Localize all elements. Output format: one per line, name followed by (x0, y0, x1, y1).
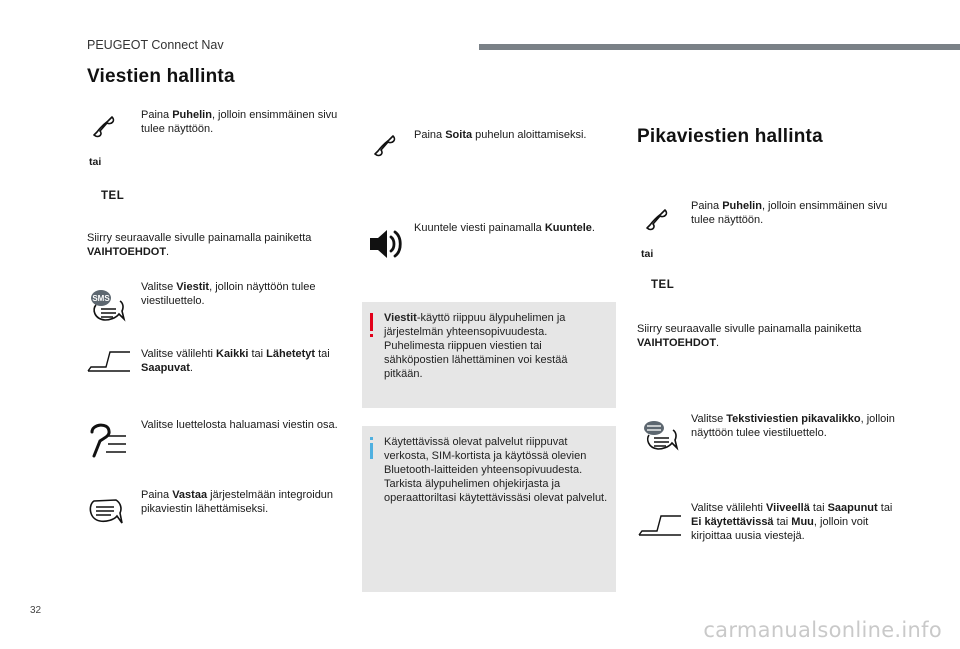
right-or-label: tai (641, 248, 654, 260)
step-go-next-page: Siirry seuraavalle sivulle painamalla painiketta VAIHTOEHDOT. (87, 232, 312, 258)
step-select-tab: Valitse välilehti Kaikki tai Lähetetyt tai Saapuvat. (141, 348, 330, 374)
warning-text: Viestit-käyttö riippuu älypuhelimen ja järjestelmän yhteensopivuudesta. Puhelimesta riippuen viestien tai sähköpostien lähettäminen voi kestää pitkään. (384, 312, 568, 380)
right-step-press-phone: Paina Puhelin, jolloin ensimmäinen sivu tulee näyttöön. (691, 200, 888, 226)
quick-message-icon (641, 420, 681, 452)
info-text: Käytettävissä olevat palvelut riippuvat verkosta, SIM-kortista ja käytössä olevien Bluetooth-laitteiden yhteensopivuudesta. Tarkista älypuhelimen ohjekirjasta ja operaattoriltasi käytettävissäsi olevat palvelut. (384, 436, 608, 504)
header-bar (479, 44, 960, 50)
reply-message-icon (88, 497, 124, 527)
tel-button-label: TEL (101, 190, 125, 202)
or-label: tai (89, 156, 102, 168)
right-tab-icon (638, 514, 682, 536)
heading-quick-message-management: Pikaviestien hallinta (637, 126, 823, 147)
right-step-select-tab: Valitse välilehti Viiveellä tai Saapunut tai Ei käytettävissä tai Muu, jolloin voit kirjoittaa uusia viestejä. (691, 502, 893, 542)
step-select-messages: Valitse Viestit, jolloin näyttöön tulee viestiluettelo. (141, 281, 316, 307)
page-number: 32 (30, 605, 42, 616)
step-press-call: Paina Soita puhelun aloittamiseksi. (414, 129, 587, 141)
heading-message-management: Viestien hallinta (87, 66, 235, 87)
sms-icon-label: SMS (92, 294, 110, 303)
phone-icon (89, 112, 119, 142)
step-listen-message: Kuuntele viesti painamalla Kuuntele. (414, 222, 595, 234)
step-press-phone: Paina Puhelin, jolloin ensimmäinen sivu tulee näyttöön. (141, 109, 338, 135)
phone-icon-right (642, 205, 672, 235)
right-step-select-quick-menu: Valitse Tekstiviestien pikavalikko, jolloin näyttöön tulee viestiluettelo. (691, 413, 895, 439)
watermark: carmanualsonline.info (703, 618, 942, 642)
info-box (362, 426, 616, 592)
warning-exclamation-icon (370, 313, 373, 331)
step-press-reply: Paina Vastaa järjestelmään integroidun pikaviestin lähettämiseksi. (141, 489, 334, 515)
right-step-go-next-page: Siirry seuraavalle sivulle painamalla painiketta VAIHTOEHDOT. (637, 323, 862, 349)
tab-icon (87, 350, 131, 372)
info-icon-dot (370, 437, 373, 440)
document-header-title: PEUGEOT Connect Nav (87, 38, 224, 52)
step-select-message-part: Valitse luettelosta haluamasi viestin osa. (141, 419, 338, 431)
right-tel-button-label: TEL (651, 279, 675, 291)
sms-icon (88, 287, 128, 327)
info-icon (370, 443, 373, 459)
warning-box (362, 302, 616, 408)
speaker-icon (368, 226, 404, 262)
call-icon (370, 131, 400, 161)
warning-exclamation-dot (370, 334, 373, 337)
select-list-item-icon (88, 420, 128, 460)
